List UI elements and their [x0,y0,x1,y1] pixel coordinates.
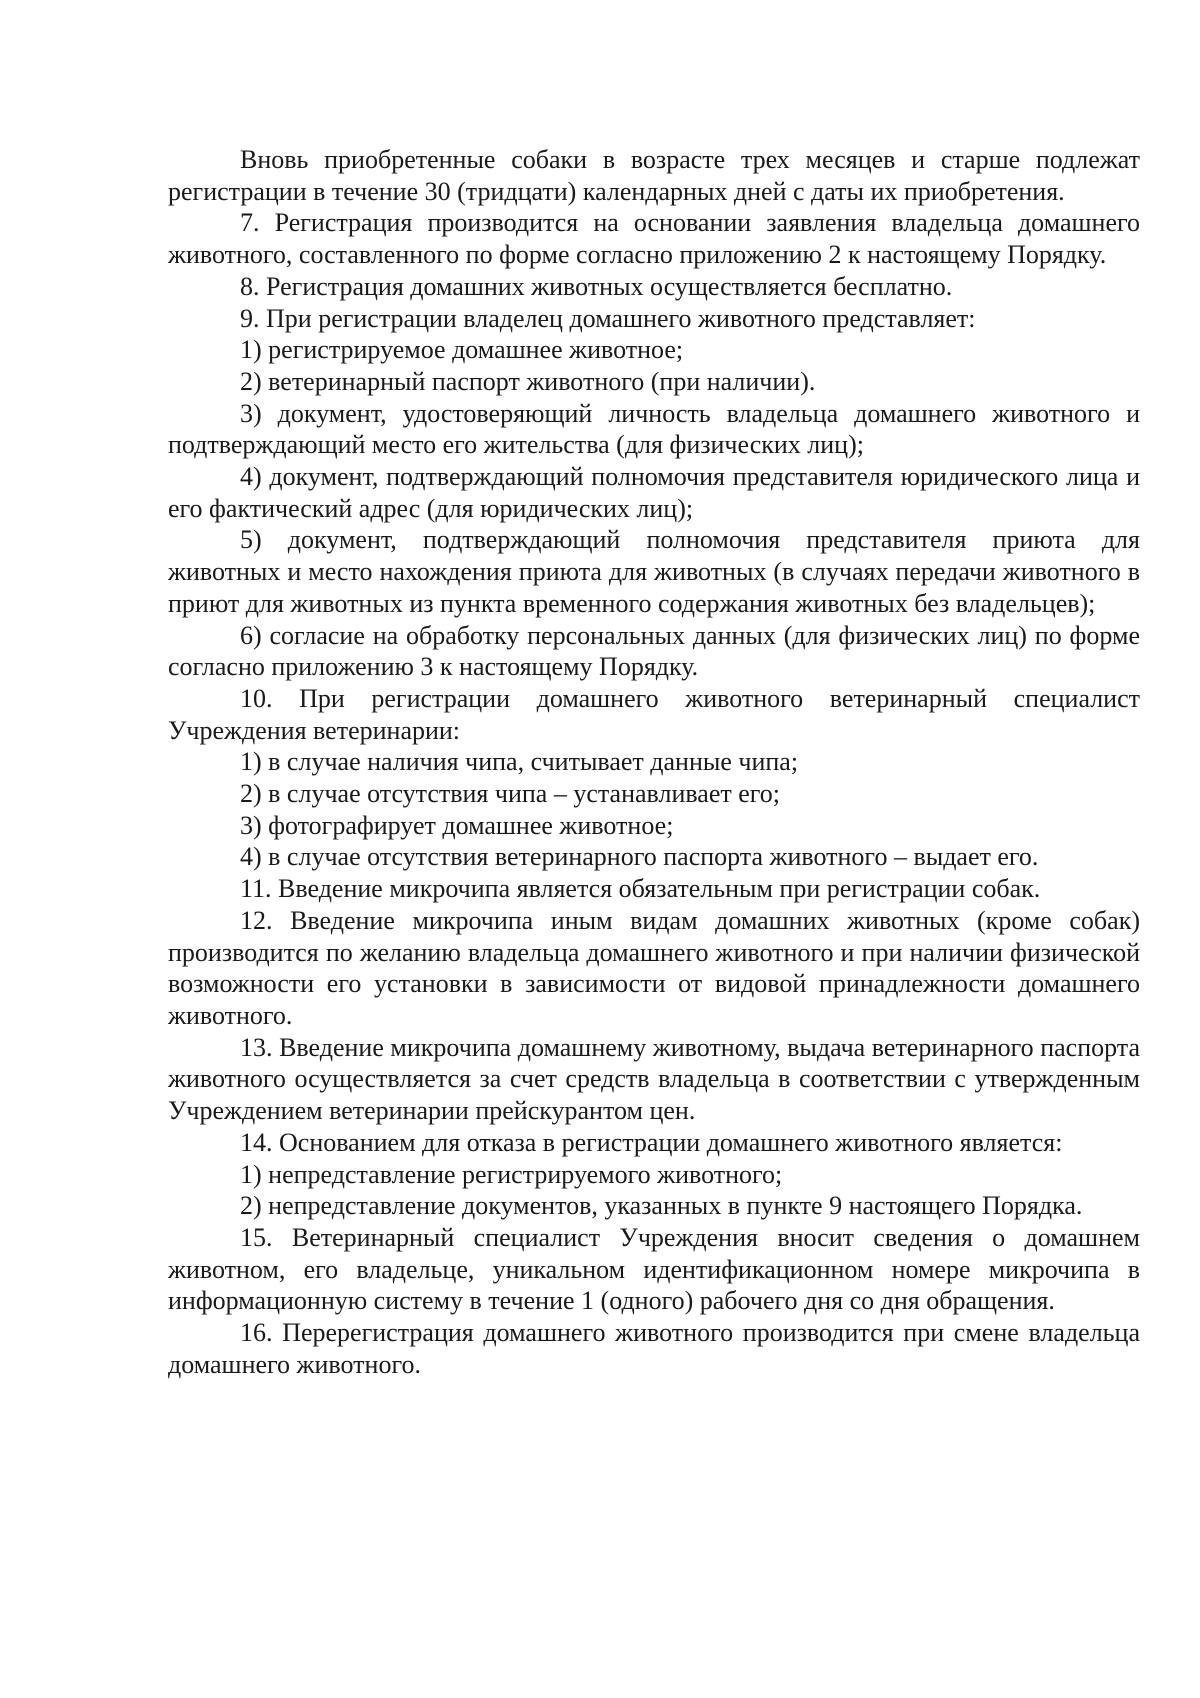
paragraph-item-8: 8. Регистрация домашних животных осуществляется бесплатно. [240,271,953,301]
paragraph-item-9-3: 3) документ, удостоверяющий личность владельца домашнего животного и подтверждающий место его жительства (для физических лиц); [168,398,1140,460]
paragraph-item-10-2: 2) в случае отсутствия чипа – устанавливает его; [240,779,781,809]
paragraph-item-13: 13. Введение микрочипа домашнему животному, выдача ветеринарного паспорта животного осуществляется за счет средств владельца в соответствии с утвержденным Учреждением ветеринарии прейскурантом цен. [168,1032,1140,1126]
paragraph-item-9-5: 5) документ, подтверждающий полномочия представителя приюта для животных и место нахождения приюта для животных (в случаях передачи животного в приют для животных из пункта временного содержания животных без владельцев); [168,525,1140,618]
paragraph-item-10-4: 4) в случае отсутствия ветеринарного паспорта животного – выдает его. [240,842,1039,872]
paragraph-item-9-4: 4) документ, подтверждающий полномочия представителя юридического лица и его фактический адрес (для юридических лиц); [168,462,1140,523]
document-body [168,144,1140,1380]
paragraph-item-14: 14. Основанием для отказа в регистрации домашнего животного является: [240,1127,1063,1157]
paragraph-item-10-1: 1) в случае наличия чипа, считывает данные чипа; [240,747,799,777]
paragraph-item-14-2: 2) непредставление документов, указанных в пункте 9 настоящего Порядка. [240,1191,1083,1221]
paragraph-item-9-2: 2) ветеринарный паспорт животного (при наличии). [240,366,816,396]
paragraph-item-9-6: 6) согласие на обработку персональных данных (для физических лиц) по форме согласно приложению 3 к настоящему Порядку. [168,620,1140,682]
paragraph-item-7: 7. Регистрация производится на основании заявления владельца домашнего животного, составленного по форме согласно приложению 2 к настоящему Порядку. [168,208,1140,270]
paragraph-item-15: 15. Ветеринарный специалист Учреждения вносит сведения о домашнем животном, его владельце, уникальном идентификационном номере микрочипа в информационную систему в течение 1 (одного) рабочего дня со дня обращения. [168,1222,1140,1316]
paragraph-item-9-1: 1) регистрируемое домашнее животное; [240,335,684,365]
paragraph-item-12: 12. Введение микрочипа иным видам домашних животных (кроме собак) производится по желанию владельца домашнего животного и при наличии физической возможности его установки в зависимости от видовой принадлежности домашнего животного. [168,905,1140,1030]
paragraph-item-14-1: 1) непредставление регистрируемого животного; [240,1159,783,1189]
paragraph-item-10-3: 3) фотографирует домашнее животное; [240,810,674,840]
paragraph-item-16: 16. Перерегистрация домашнего животного производится при смене владельца домашнего животного. [168,1318,1140,1379]
paragraph-item-10: 10. При регистрации домашнего животного ветеринарный специалист Учреждения ветеринарии: [168,683,1140,745]
paragraph-dogs-registration: Вновь приобретенные собаки в возрасте трех месяцев и старше подлежат регистрации в течение 30 (тридцати) календарных дней с даты их приобретения. [168,145,1140,206]
paragraph-item-9: 9. При регистрации владелец домашнего животного представляет: [240,303,976,333]
paragraph-item-11: 11. Введение микрочипа является обязательным при регистрации собак. [240,874,1041,904]
